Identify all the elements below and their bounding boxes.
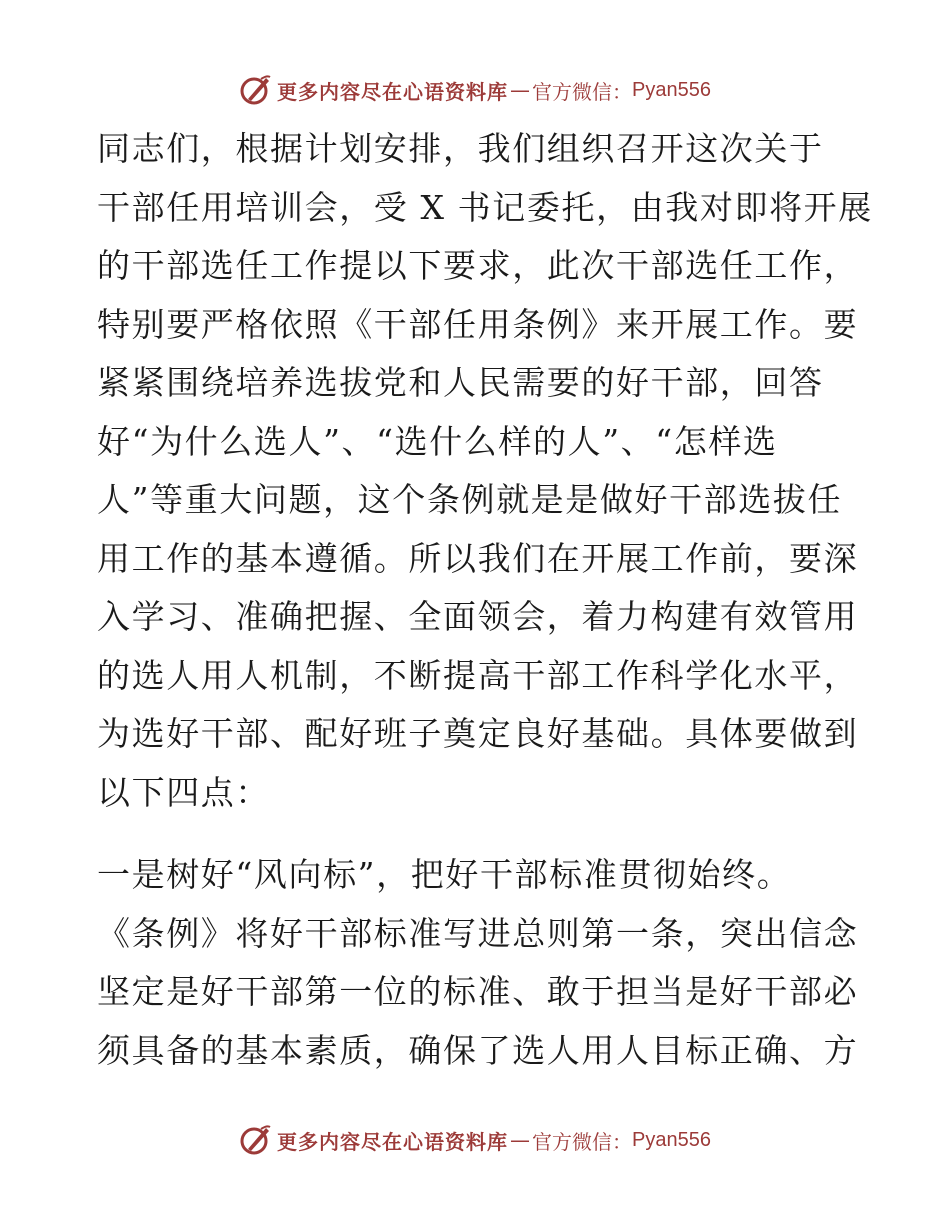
quill-pen-circle-icon: [239, 1123, 273, 1157]
text-line: 的选人用人机制，不断提高干部工作科学化水平，: [97, 655, 859, 695]
text-line: 的干部选任工作提以下要求，此次干部选任工作，: [97, 246, 859, 285]
text-line: 坚定是好干部第一位的标准、敢于担当是好干部必: [97, 972, 859, 1011]
text-line: 同志们，根据计划安排，我们组织召开这次关于: [97, 129, 824, 168]
footer-wechat-label: 官方微信：: [532, 1129, 633, 1154]
text-line: 为选好干部、配好班子奠定良好基础。具体要做到: [97, 714, 859, 753]
text-line: 《条例》将好干部标准写进总则第一条，突出信念: [97, 913, 859, 953]
text-line: 紧紧围绕培养选拔党和人民需要的好干部，回答: [97, 363, 824, 402]
footer-wechat-id: Pyan556: [632, 1128, 711, 1151]
header-wechat-label: 官方微信：: [532, 79, 633, 104]
header-wechat-id: Pyan556: [632, 78, 711, 101]
paragraph-gap: [97, 822, 857, 846]
text-line: 人”等重大问题，这个条例就是是做好干部选拔任: [97, 480, 843, 519]
footer-brand-text: 更多内容尽在心语资料库: [277, 1129, 509, 1154]
header-separator: —: [510, 78, 531, 102]
text-line: 入学习、准确把握、全面领会，着力构建有效管用: [97, 597, 859, 636]
text-line: 以下四点：: [97, 772, 270, 812]
paragraph-intro: [97, 120, 873, 822]
text-line: 干部任用培训会，受 X 书记委托，由我对即将开展: [97, 187, 873, 227]
footer-separator: —: [510, 1128, 531, 1152]
text-line: 特别要严格依照《干部任用条例》来开展工作。要: [97, 304, 859, 344]
header-banner: [0, 70, 950, 110]
footer-banner: [0, 1120, 950, 1160]
text-line: 用工作的基本遵循。所以我们在开展工作前，要深: [97, 538, 859, 578]
quill-pen-circle-icon: [239, 73, 273, 107]
text-line: 一是树好“风向标”，把好干部标准贯彻始终。: [97, 855, 792, 894]
text-line: 须具备的基本素质，确保了选人用人目标正确、方: [97, 1030, 859, 1070]
text-line: 好“为什么选人”、“选什么样的人”、“怎样选: [97, 421, 778, 461]
header-brand-text: 更多内容尽在心语资料库: [277, 79, 509, 104]
paragraph-point-one: [97, 846, 857, 1080]
document-body: [97, 120, 873, 1080]
